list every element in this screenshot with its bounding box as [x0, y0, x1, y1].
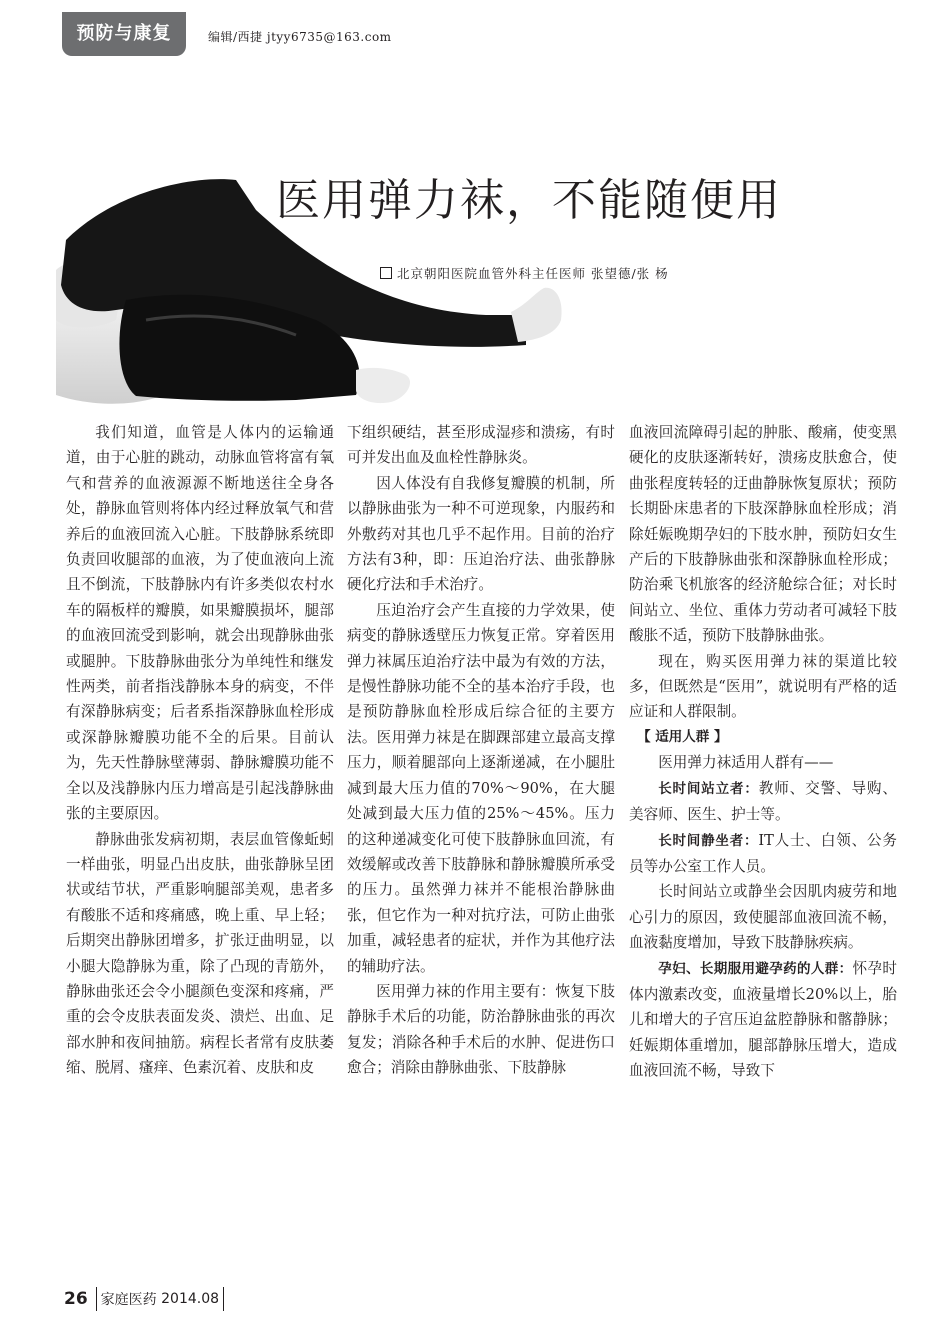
- paragraph-sitting: [629, 828, 897, 880]
- issue-date: 2014.08: [161, 1291, 220, 1307]
- byline: [380, 264, 669, 282]
- footer-divider: [96, 1287, 97, 1311]
- footer-divider: [223, 1287, 224, 1311]
- paragraph: 静脉曲张发病初期，表层血管像蚯蚓一样曲张，明显凸出皮肤，曲张静脉呈团状或结节状，严重影响腿部美观，患者多有酸胀不适和疼痛感，晚上重、早上轻；后期突出静脉团增多，扩张迂曲明显，以小腿大隐静脉为重，除了凸现的青筋外，静脉曲张还会令小腿颜色变深和疼痛，严重的会令皮肤表面发炎、溃烂、出血、足部水肿和夜间抽筋。病程长者常有皮肤萎缩、脱屑、瘙痒、色素沉着、皮肤和皮: [66, 830, 334, 1077]
- editor-line: 编辑/西捷 jtyy6735@163.com: [208, 30, 392, 44]
- paragraph: 现在，购买医用弹力袜的渠道比较多，但既然是“医用”，就说明有严格的适应证和人群限制。: [629, 652, 897, 721]
- paragraph: 医用弹力袜的作用主要有：恢复下肢静脉手术后的功能，防治静脉曲张的再次复发；消除各种手术后的水肿、促进伤口愈合；消除由静脉曲张、下肢静脉: [347, 982, 615, 1077]
- label-sitting: 长时间静坐者：: [658, 832, 759, 849]
- byline-text: 北京朝阳医院血管外科主任医师 张望德/张 杨: [397, 266, 669, 281]
- column-1: [66, 420, 334, 1268]
- column-3: [629, 420, 897, 1268]
- paragraph: 医用弹力袜适用人群有——: [658, 754, 834, 772]
- paragraph: 长时间站立或静坐会因肌肉疲劳和地心引力的原因，致使腿部血液回流不畅，血液黏度增加，导致下肢静脉疾病。: [629, 883, 897, 952]
- section-heading-target-groups: 【 适用人群 】: [637, 728, 728, 745]
- magazine-name: 家庭医药: [100, 1292, 157, 1308]
- article-title: 医用弹力袜，不能随便用: [276, 175, 782, 226]
- label-standing: 长时间站立者：: [658, 780, 759, 797]
- paragraph: 压迫治疗会产生直接的力学效果，使病变的静脉透壁压力恢复正常。穿着医用弹力袜属压迫治疗法中最为有效的方法，是慢性静脉功能不全的基本治疗手段，也是预防静脉血栓形成后综合征的主要方法。医用弹力袜是在脚踝部建立最高支撑压力，顺着腿部向上逐渐递减，在小腿肚减到最大压力值的70%～90%，在大腿处减到最大压力值的25%～45%。压力的这种递减变化可使下肢静脉血回流，有效缓解或改善下肢静脉和静脉瓣膜所承受的压力。虽然弹力袜并不能根治静脉曲张，但它作为一种对抗疗法，可防止曲张加重，减轻患者的症状，并作为其他疗法的辅助疗法。: [347, 601, 615, 975]
- paragraph-standing: [629, 776, 897, 828]
- section-tab: 预防与康复: [62, 12, 186, 56]
- text-standing: 教师、交警、导购、美容师、医生、护士等。: [629, 779, 897, 824]
- paragraph: 血液回流障碍引起的肿胀、酸痛，使变黑硬化的皮肤逐渐转好，溃疡皮肤愈合，使曲张程度转轻的迂曲静脉恢复原状；预防长期卧床患者的下肢深静脉血栓形成；消除妊娠晚期孕妇的下肢水肿，预防妇女生产后的下肢静脉曲张和深静脉血栓形成；防治乘飞机旅客的经济舱综合征；对长时间站立、坐位、重体力劳动者可减轻下肢酸胀不适，预防下肢静脉曲张。: [629, 424, 897, 645]
- page-footer: [64, 1286, 228, 1312]
- label-pregnant: 孕妇、长期服用避孕药的人群：: [658, 960, 853, 977]
- text-pregnant: 怀孕时体内激素改变，血液量增长20%以上，胎儿和增大的子宫压迫盆腔静脉和髂静脉；妊娠期体重增加，腿部静脉压增大，造成血液回流不畅，导致下: [629, 959, 897, 1080]
- paragraph-pregnant: [629, 956, 897, 1084]
- paragraph: 下组织硬结，甚至形成湿疹和溃疡，有时可并发出血及血栓性静脉炎。: [347, 424, 615, 467]
- column-2: [347, 420, 615, 1268]
- page-number: 26: [64, 1289, 88, 1309]
- text-sitting: IT人士、白领、公务员等办公室工作人员。: [629, 831, 897, 875]
- byline-square-icon: [380, 267, 392, 279]
- paragraph: 因人体没有自我修复瓣膜的机制，所以静脉曲张为一种不可逆现象，内服药和外敷药对其也几乎不起作用。目前的治疗方法有3种，即：压迫治疗法、曲张静脉硬化疗法和手术治疗。: [347, 474, 615, 594]
- paragraph: 我们知道，血管是人体内的运输通道，由于心脏的跳动，动脉血管将富有氧气和营养的血液源源不断地送往全身各处，静脉血管则将体内经过释放氧气和营养后的血液回流入心脏。下肢静脉系统即负责回收腿部的血液，为了使血液向上流且不倒流，下肢静脉内有许多类似农村水车的隔板样的瓣膜，如果瓣膜损坏，腿部的血液回流受到影响，就会出现静脉曲张或腿肿。下肢静脉曲张分为单纯性和继发性两类，前者指浅静脉本身的病变，不伴有深静脉病变；后者系指深静脉血栓形成或深静脉瓣膜功能不全的后果。目前认为，先天性静脉壁薄弱、静脉瓣膜功能不全以及浅静脉内压力增高是引起浅静脉曲张的主要原因。: [66, 424, 334, 823]
